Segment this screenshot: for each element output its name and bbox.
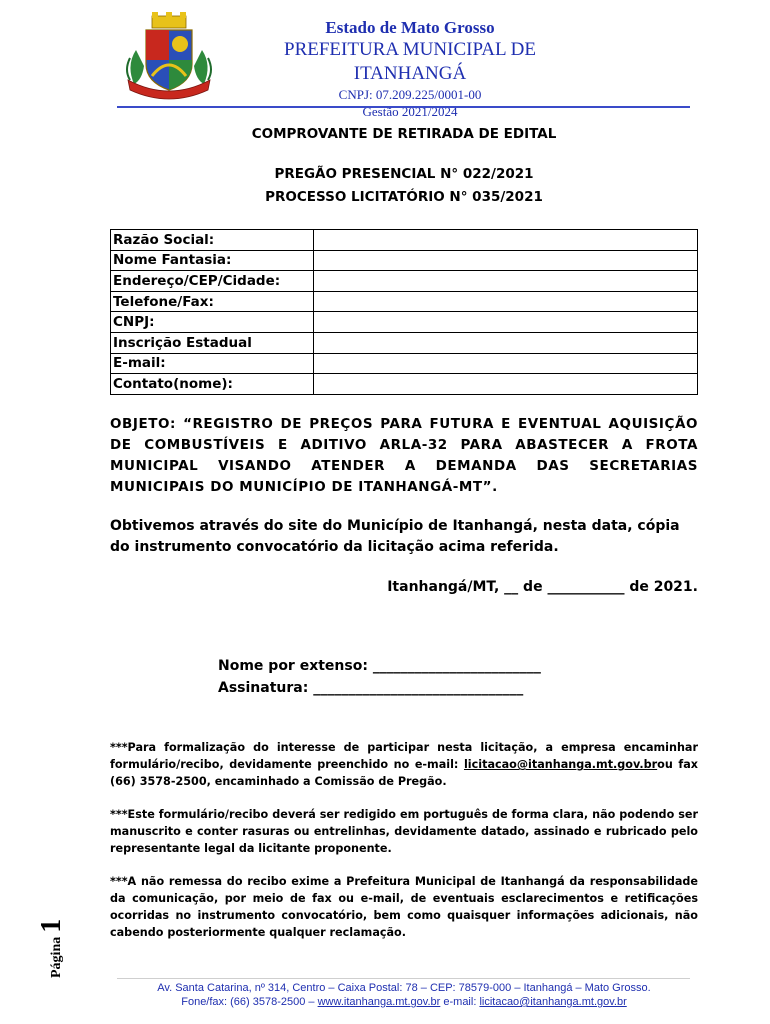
field-label: Nome Fantasia:	[111, 250, 314, 271]
footer-divider	[117, 978, 690, 979]
processo-number: PROCESSO LICITATÓRIO N° 035/2021	[265, 189, 543, 205]
field-value[interactable]	[314, 271, 698, 292]
note-language: ***Este formulário/recibo deverá ser redigido em português de forma clara, não podendo ser manuscrito e conter rasuras ou entrelinhas, devidamente datado, assinado e rubricado pelo representante legal da licitante proponente.	[110, 808, 698, 855]
page-label: Página	[49, 936, 64, 978]
field-label: Razão Social:	[111, 230, 314, 251]
footer-address: Av. Santa Catarina, nº 314, Centro – Caixa Postal: 78 – CEP: 78579-000 – Itanhangá – Mato Grosso.	[157, 982, 651, 994]
footer	[110, 981, 698, 1009]
letterhead	[0, 0, 770, 119]
state-name: Estado de Mato Grosso	[325, 18, 495, 37]
table-row	[111, 271, 698, 292]
field-value[interactable]	[314, 250, 698, 271]
table-row	[111, 332, 698, 353]
document-title: COMPROVANTE DE RETIRADA DE EDITAL	[251, 126, 557, 142]
note-formalization	[110, 739, 698, 790]
prefecture-cnpj: CNPJ: 07.209.225/0001-00	[338, 87, 482, 102]
table-row	[111, 291, 698, 312]
field-value[interactable]	[314, 291, 698, 312]
table-row	[111, 250, 698, 271]
note-text: ou fax (66) 3578-2500, encaminhado a Comissão de Pregão.	[110, 758, 698, 788]
footer-email-link[interactable]: licitacao@itanhanga.mt.gov.br	[479, 996, 627, 1008]
administration-term: Gestão 2021/2024	[362, 104, 458, 119]
field-label: Endereço/CEP/Cidade:	[111, 271, 314, 292]
municipal-coat-of-arms	[122, 10, 216, 100]
table-row	[111, 374, 698, 395]
letterhead-text	[230, 18, 590, 120]
footer-contact	[110, 995, 698, 1009]
field-value[interactable]	[314, 353, 698, 374]
table-row	[111, 312, 698, 333]
prefecture-name: PREFEITURA MUNICIPAL DE ITANHANGÁ	[284, 39, 536, 84]
receipt-statement: Obtivemos através do site do Município de Itanhangá, nesta data, cópia do instrumento convocatório da licitação acima referida.	[110, 518, 680, 555]
table-row	[111, 353, 698, 374]
header-divider	[117, 106, 690, 108]
website-link[interactable]: www.itanhanga.mt.gov.br	[317, 996, 441, 1008]
field-label: E-mail:	[111, 353, 314, 374]
field-value[interactable]	[314, 332, 698, 353]
note-responsibility: ***A não remessa do recibo exime a Prefeitura Municipal de Itanhangá da responsabilidade da comunicação, por meio de fax ou e-mail, de eventuais esclarecimentos e retificações ocorridas no instrumento convocatório, bem como quaisquer informações adicionais, não cabendo posteriormente qualquer reclamação.	[110, 875, 698, 939]
table-row	[111, 230, 698, 251]
signature-line: Assinatura: ______________________________	[218, 680, 524, 696]
place-date-line: Itanhangá/MT, __ de ___________ de 2021.	[387, 579, 698, 595]
footer-phone: Fone/fax: (66) 3578-2500 –	[181, 996, 318, 1008]
field-value[interactable]	[314, 312, 698, 333]
page-digit: 1	[36, 918, 67, 933]
pregao-number: PREGÃO PRESENCIAL N° 022/2021	[274, 166, 534, 182]
page-number	[36, 919, 68, 978]
full-name-line: Nome por extenso: ________________________	[218, 658, 541, 674]
field-value[interactable]	[314, 230, 698, 251]
note-text: ***Para formalização do interesse de participar nesta licitação, a empresa encaminhar formulário/recibo, devidamente preenchido no e-mail:	[110, 741, 698, 771]
company-info-table	[110, 229, 698, 395]
field-label: Contato(nome):	[111, 374, 314, 395]
field-label: Inscrição Estadual	[111, 332, 314, 353]
footer-email-label: e-mail:	[440, 996, 480, 1008]
objeto-paragraph: OBJETO: “REGISTRO DE PREÇOS PARA FUTURA E EVENTUAL AQUISIÇÃO DE COMBUSTÍVEIS E ADITIVO ARLA-32 PARA ABASTECER A FROTA MUNICIPAL VISANDO ATENDER A DEMANDA DAS SECRETARIAS MUNICIPAIS DO MUNICÍPIO DE ITANHANGÁ-MT”.	[110, 416, 698, 495]
field-value[interactable]	[314, 374, 698, 395]
email-link[interactable]: licitacao@itanhanga.mt.gov.br	[463, 758, 658, 771]
field-label: Telefone/Fax:	[111, 291, 314, 312]
field-label: CNPJ:	[111, 312, 314, 333]
